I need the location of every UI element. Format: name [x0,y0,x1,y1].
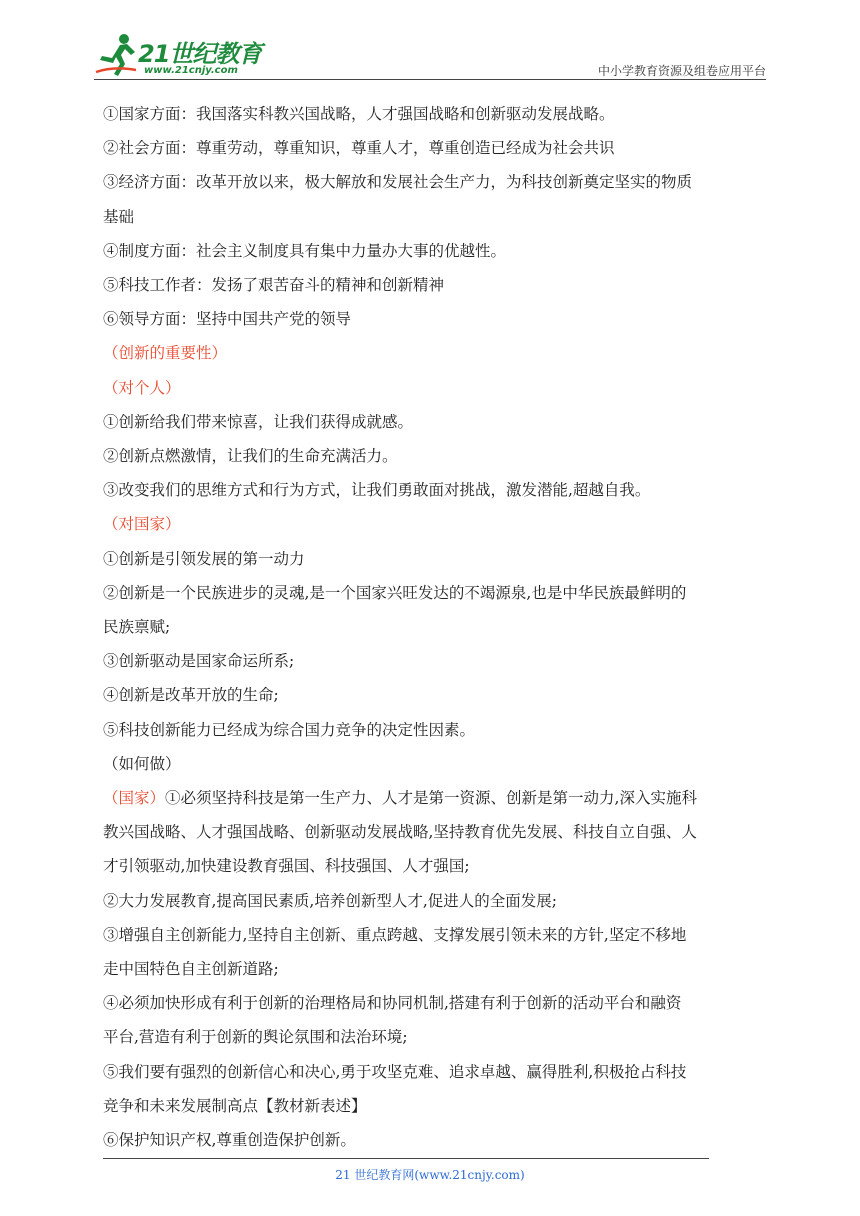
text-line [103,405,768,439]
line-text: ④必须加快形成有利于创新的治理格局和协同机制,搭建有利于创新的活动平台和融资 [103,994,682,1013]
line-text: ⑥保护知识产权,尊重创造保护创新。 [103,1131,356,1150]
text-line [103,918,768,952]
line-prefix: （国家） [103,789,166,808]
platform-name: 中小学教育资源及组卷应用平台 [597,64,766,78]
line-text: ③经济方面：改革开放以来，极大解放和发展社会生产力，为科技创新奠定坚实的物质 [103,173,693,192]
text-line [103,268,768,302]
line-text: ③改变我们的思维方式和行为方式，让我们勇敢面对挑战，激发潜能,超越自我。 [103,481,651,500]
text-line [103,234,768,268]
text-line [103,473,768,507]
text-line [103,1123,768,1157]
text-line [103,713,768,747]
footer-divider [103,1158,709,1159]
line-text: ④制度方面：社会主义制度具有集中力量办大事的优越性。 [103,241,507,260]
text-line [103,952,768,986]
logo-text: 21世纪教育 [138,40,262,68]
line-text: ②社会方面：尊重劳动，尊重知识，尊重人才，尊重创造已经成为社会共识 [103,139,615,158]
line-text: （对个人） [103,378,181,397]
line-text: ②大力发展教育,提高国民素质,培养创新型人才,促进人的全面发展; [103,891,558,910]
text-line [103,1055,768,1089]
text-line [103,200,768,234]
text-line [103,747,768,781]
text-line [103,302,768,336]
line-text: ①国家方面：我国落实科教兴国战略，人才强国战略和创新驱动发展战略。 [103,105,615,123]
line-text: ①创新是引领发展的第一动力 [103,549,305,568]
line-text: 民族禀赋; [103,618,171,637]
line-text: 才引领驱动,加快建设教育强国、科技强国、人才强国; [103,857,470,876]
text-line [103,815,768,849]
text-line [103,336,768,370]
text-line [103,986,768,1020]
line-text: ①必须坚持科技是第一生产力、人才是第一资源、创新是第一动力,深入实施科 [165,789,697,808]
page-header [94,24,766,84]
text-line [103,97,768,131]
line-text: ⑥领导方面：坚持中国共产党的领导 [103,310,352,329]
runner-logo-icon [94,32,138,78]
text-line [103,884,768,918]
line-text: 平台,营造有利于创新的舆论氛围和法治环境; [103,1028,408,1047]
text-line [103,781,768,815]
line-text: ⑤我们要有强烈的创新信心和决心,勇于攻坚克难、追求卓越、赢得胜利,积极抢占科技 [103,1062,687,1081]
text-line [103,1020,768,1054]
text-line [103,165,768,199]
text-line [103,507,768,541]
line-text: ⑤科技创新能力已经成为综合国力竞争的决定性因素。 [103,720,476,739]
line-text: ②创新点燃激情，让我们的生命充满活力。 [103,447,398,466]
line-text: ⑤科技工作者：发扬了艰苦奋斗的精神和创新精神 [103,276,445,295]
line-text: ①创新给我们带来惊喜，让我们获得成就感。 [103,412,414,431]
text-line [103,542,768,576]
line-text: 教兴国战略、人才强国战略、创新驱动发展战略,坚持教育优先发展、科技自立自强、人 [103,823,697,842]
document-body [103,97,768,1157]
line-text: ③创新驱动是国家命运所系; [103,652,295,671]
line-text: 竞争和未来发展制高点【教材新表述】 [103,1096,367,1115]
text-line [103,1089,768,1123]
line-text: ②创新是一个民族进步的灵魂,是一个国家兴旺发达的不竭源泉,也是中华民族最鲜明的 [103,583,687,602]
text-line [103,131,768,165]
line-text: 走中国特色自主创新道路; [103,960,279,979]
logo [94,32,264,80]
text-line [103,610,768,644]
line-text: （创新的重要性） [103,344,228,363]
text-line [103,576,768,610]
line-text: ③增强自主创新能力,坚持自主创新、重点跨越、支撑发展引领未来的方针,坚定不移地 [103,925,687,944]
text-line [103,439,768,473]
logo-url: www.21cnjy.com [144,65,238,76]
text-line [103,371,768,405]
text-line [103,849,768,883]
text-line [103,678,768,712]
header-divider [94,79,766,80]
footer-text: 21 世纪教育网(www.21cnjy.com) [335,1168,525,1182]
line-text: （如何做） [103,754,181,773]
text-line [103,644,768,678]
line-text: 基础 [103,207,135,226]
line-text: ④创新是改革开放的生命; [103,686,279,705]
line-text: （对国家） [103,515,181,534]
